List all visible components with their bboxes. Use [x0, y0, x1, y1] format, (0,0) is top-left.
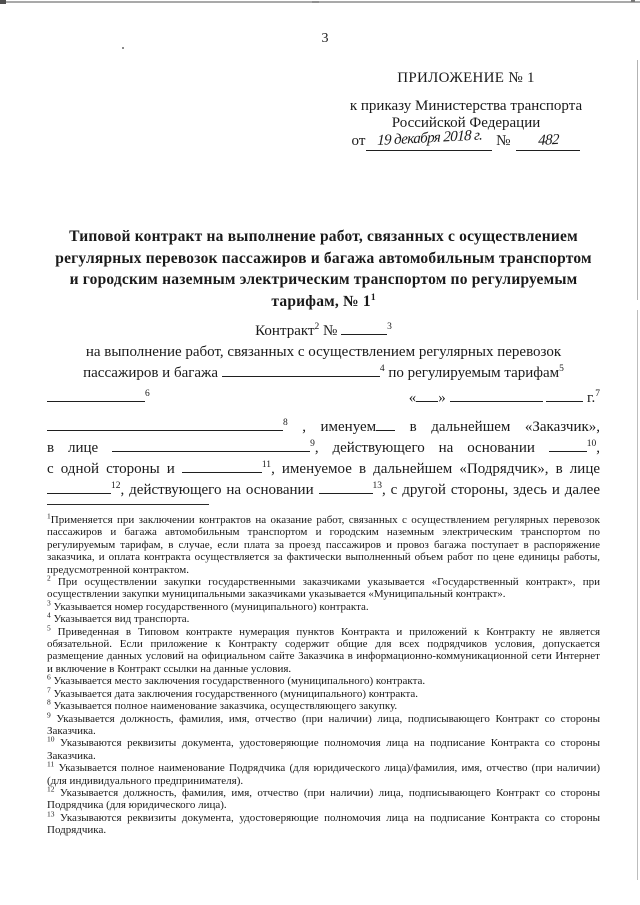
footnote-ref-4: 4 — [379, 364, 385, 374]
document-title-line-3: и городским наземным электрическим транспортом по регулируемым — [69, 271, 578, 288]
handwritten-date: 19 декабря 2018 г. — [376, 127, 483, 149]
footnote-9-text: Указывается должность, фамилия, имя, отчество (при наличии) лица, подписывающего Контракт со стороны Заказчика. — [47, 712, 601, 737]
footnote-2-number: 2 — [47, 573, 51, 583]
footnote-4-text: Указывается вид транспорта. — [53, 613, 190, 626]
footnote-12-text: Указывается должность, фамилия, имя, отчество (при наличии) лица, подписывающего Контракт со стороны Подрядчика (для юридического лица). — [47, 786, 601, 812]
footnote-8-text: Указывается полное наименование заказчика, осуществляющего закупку. — [53, 700, 398, 713]
contractor-name-blank — [182, 459, 262, 473]
subtitle-2-post: по регулируемым тарифам — [388, 365, 560, 381]
footnote-5 — [47, 623, 601, 676]
page-number: 3 — [321, 31, 329, 46]
transport-type-blank — [222, 363, 380, 377]
year-blank — [546, 388, 583, 402]
quote-open: « — [408, 390, 417, 406]
footnote-ref-5: 5 — [559, 364, 564, 374]
footnote-7-number: 7 — [47, 685, 51, 695]
footnote-ref-7: 7 — [595, 389, 600, 399]
footnote-13-text: Указываются реквизиты документа, удостоверяющие полномочия лица на подписание Контракта со стороны Подрядчика. — [47, 811, 601, 837]
footnote-5-text: Приведенная в Типовом контракте нумерация пунктов Контракта и приложений к Контракту не является обязательной. Если приложение к Контракту содержит общие для всех подрядчиков условия, допускается размещение данных условий на официальном сайте Заказчика в информационно-коммуникационной сети Интернет и включение в Контракт ссылки на данные условия. — [47, 625, 601, 675]
footnote-10 — [47, 734, 601, 762]
appendix-header — [346, 70, 586, 151]
document-title-line-1: Типовой контракт на выполнение работ, связанных с осуществлением — [69, 228, 578, 245]
footnote-10-number: 10 — [47, 734, 55, 744]
order-line-2: Российской Федерации — [391, 115, 541, 131]
footnote-7-text: Указывается дата заключения государственного (муниципального) контракта. — [53, 687, 419, 700]
place-blank — [47, 388, 145, 402]
number-underline — [516, 133, 580, 151]
footnote-3-number: 3 — [47, 598, 51, 608]
footnote-ref-12: 12 — [111, 481, 121, 491]
contract-heading — [47, 321, 600, 384]
footnote-6-number: 6 — [47, 672, 51, 682]
footnote-4 — [47, 610, 600, 626]
agreement-line-3-text-b: , именуемое в дальнейшем «Подрядчик», в лице — [271, 461, 601, 477]
contract-word: Контракт — [255, 323, 315, 339]
year-suffix: г. — [587, 390, 596, 406]
document-title-line-4 — [47, 291, 600, 313]
document-title — [47, 226, 600, 312]
agreement-line-2 — [47, 438, 600, 459]
scan-artifact-speck — [631, 0, 635, 2]
footnote-ref-10: 10 — [586, 439, 597, 449]
agreement-line-1 — [47, 417, 600, 438]
scan-artifact-dot — [122, 47, 124, 49]
contractor-signer-blank — [47, 480, 111, 494]
footnote-2-text: При осуществлении закупки государственными заказчиками указывается «Государственный контракт», при осуществлении закупки муниципальными заказчиками указывается «Муниципальный контракт». — [47, 576, 600, 601]
agreement-line-3 — [47, 459, 600, 480]
scan-artifact-right-line — [637, 310, 638, 880]
footnote-ref-9: 9 — [310, 439, 315, 449]
handwritten-number: 482 — [538, 131, 560, 149]
footnote-6 — [47, 672, 600, 688]
footnote-6-text: Указывается место заключения государственного (муниципального) контракта. — [53, 675, 426, 688]
footnote-4-number: 4 — [47, 610, 51, 620]
date-group — [409, 388, 600, 407]
scan-artifact-corner-dot — [0, 0, 6, 4]
order-date-line — [346, 127, 586, 151]
quote-close: » — [438, 390, 446, 406]
place-group — [47, 388, 150, 407]
footnote-1-number: 1 — [47, 511, 51, 521]
contract-no-sign: № — [323, 323, 338, 339]
gender-ending-blank — [376, 417, 395, 431]
footnote-separator — [47, 504, 209, 505]
footnote-ref-11: 11 — [261, 460, 272, 470]
agreement-line-3-text-a: с одной стороны и — [47, 461, 175, 477]
footnote-ref-8: 8 — [283, 418, 288, 428]
customer-signer-blank — [112, 438, 310, 452]
order-line-1: к приказу Министерства транспорта — [349, 98, 583, 114]
place-date-row — [47, 388, 600, 407]
contract-subtitle-1: на выполнение работ, связанных с осуществлением регулярных перевозок — [85, 344, 562, 360]
day-blank — [416, 388, 438, 402]
scan-artifact-right-line — [637, 60, 638, 300]
document-title-line-4-text: тарифам, № 1 — [271, 292, 371, 310]
footnote-ref-13: 13 — [372, 481, 383, 491]
contract-number-blank — [341, 321, 387, 335]
agreement-line-2-text-c: , — [596, 440, 601, 456]
scan-artifact-speck — [312, 1, 319, 3]
document-title-line-2: регулярных перевозок пассажиров и багажа автомобильным транспортом — [55, 249, 592, 267]
footnote-11-text: Указывается полное наименование Подрядчика (для юридического лица)/фамилия, имя, отчество (при наличии) (для индивидуального предпринимателя). — [47, 762, 601, 787]
footnote-2 — [47, 573, 600, 601]
footnotes-block — [47, 511, 601, 837]
footnote-5-number: 5 — [47, 623, 51, 632]
footnote-1-text: Применяется при заключении контрактов на оказание работ, связанных с осуществлением регулярных перевозок пассажиров и багажа автомобильным транспортом и городским наземным электрическим транспортом по регулируемым тарифам, в случае, если плата за проезд пассажиров и провоз багажа поступает в распоряжение заказчика, и оплата контракта осуществляется за фактически выполненный объем работ по цене единицы работы, предусмотренной контрактом. — [47, 514, 600, 576]
footnote-11-number: 11 — [47, 759, 55, 769]
date-underline — [366, 127, 492, 151]
agreement-line-1-text-b: в дальнейшем «Заказчик», — [409, 419, 601, 435]
appendix-title: ПРИЛОЖЕНИЕ № 1 — [397, 70, 535, 86]
agreement-line-4 — [47, 480, 600, 501]
footnote-ref-6: 6 — [145, 389, 150, 399]
contract-subtitle-2 — [47, 363, 600, 384]
title-footnote-ref: 1 — [370, 292, 376, 303]
footnote-13-number: 13 — [47, 809, 55, 819]
number-sign: № — [496, 133, 511, 149]
month-blank — [450, 388, 543, 402]
footnote-1 — [47, 511, 600, 576]
contractor-authority-blank — [319, 480, 373, 494]
footnote-8-number: 8 — [47, 697, 51, 707]
agreement-line-4-text-b: , с другой стороны, здесь и далее — [382, 482, 600, 498]
footnote-8 — [47, 697, 600, 713]
customer-authority-blank — [549, 438, 587, 452]
footnote-9 — [47, 709, 601, 738]
footnote-10-text: Указываются реквизиты документа, удостоверяющие полномочия лица на подписание Контракта со стороны Заказчика. — [47, 737, 601, 762]
footnote-3 — [47, 598, 600, 613]
customer-name-blank — [47, 417, 283, 431]
footnote-13 — [47, 809, 601, 837]
footnote-7 — [47, 685, 600, 700]
footnote-9-number: 9 — [47, 709, 51, 719]
agreement-line-2-text-b: , действующего на основании — [314, 440, 535, 456]
footnote-ref-3: 3 — [387, 322, 392, 332]
date-prefix: от — [351, 133, 366, 149]
subtitle-2-pre: пассажиров и багажа — [83, 365, 219, 381]
footnote-12 — [47, 784, 601, 812]
footnote-3-text: Указывается номер государственного (муниципального) контракта. — [53, 600, 369, 613]
agreement-line-4-text-a: , действующего на основании — [120, 482, 314, 498]
footnote-11 — [47, 759, 601, 787]
footnote-12-number: 12 — [47, 784, 55, 794]
agreement-line-2-text-a: в лице — [47, 440, 99, 456]
agreement-paragraph — [47, 417, 600, 501]
footnote-ref-2: 2 — [314, 322, 320, 332]
scan-artifact-top-line — [0, 1, 640, 3]
agreement-line-1-text-a: , именуем — [302, 419, 377, 435]
contract-number-line — [47, 321, 600, 342]
